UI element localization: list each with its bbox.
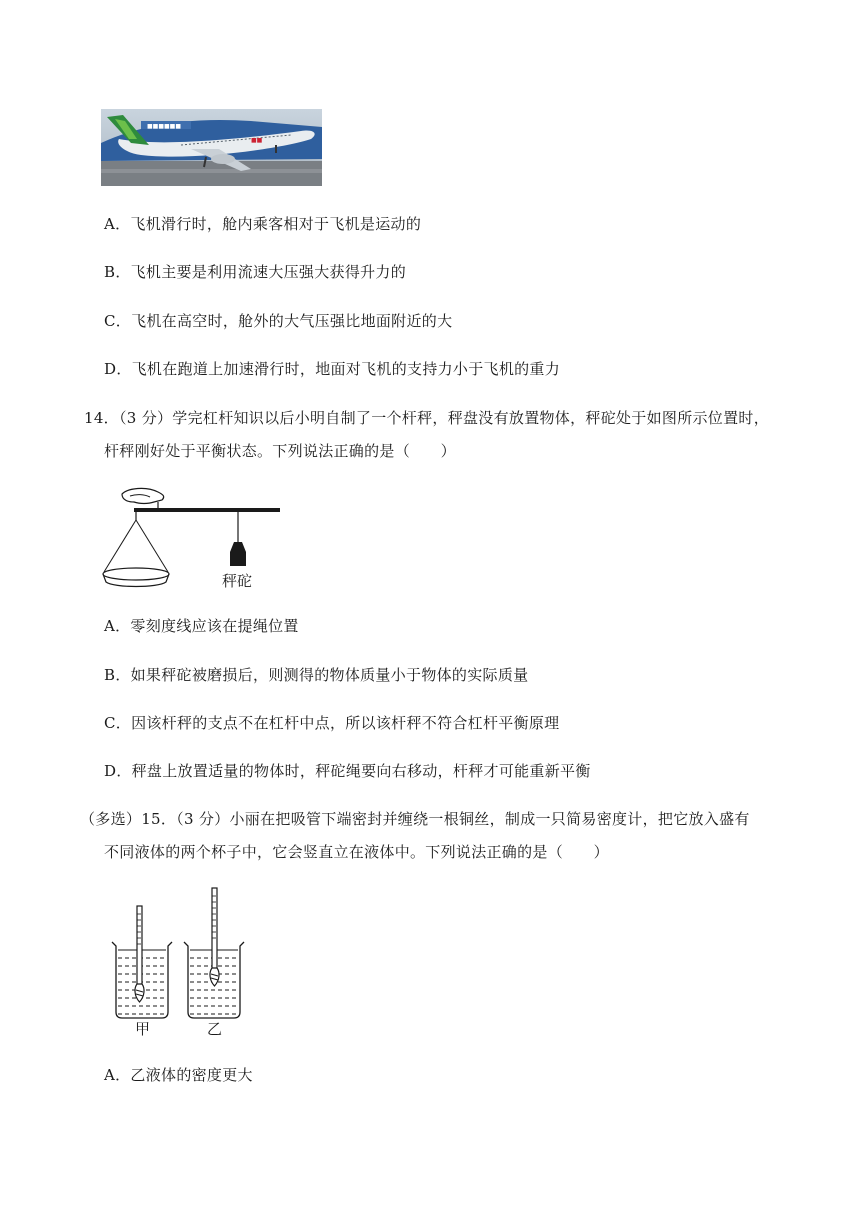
q13-option-a: A．飞机滑行时，舱内乘客相对于飞机是运动的 <box>104 215 422 233</box>
steelyard-graphic <box>100 484 285 594</box>
beaker-right-label: 乙 <box>207 1020 223 1038</box>
q14-stem-line1: 14．（3 分）学完杠杆知识以后小明自制了一个杆秤，秤盘没有放置物体，秤砣处于如图所示位置时， <box>84 409 770 427</box>
svg-text:■■■■■■: ■■■■■■ <box>147 123 182 130</box>
q15-stem-line2: 不同液体的两个杯子中，它会竖直立在液体中。下列说法正确的是（ ） <box>104 843 609 861</box>
airplane-photo <box>101 109 322 186</box>
hydrometer-graphic <box>104 884 264 1044</box>
q13-option-c: C．飞机在高空时，舱外的大气压强比地面附近的大 <box>104 312 453 330</box>
q14-option-a: A．零刻度线应该在提绳位置 <box>104 617 299 635</box>
q14-option-b: B．如果秤砣被磨损后，则测得的物体质量小于物体的实际质量 <box>104 666 529 684</box>
q13-option-b: B．飞机主要是利用流速大压强大获得升力的 <box>104 263 407 281</box>
hydrometer-figure <box>104 884 264 1044</box>
steelyard-figure <box>100 484 285 594</box>
q13-option-d: D．飞机在跑道上加速滑行时，地面对飞机的支持力小于飞机的重力 <box>104 360 561 378</box>
q14-stem-line2: 杆秤刚好处于平衡状态。下列说法正确的是（ ） <box>104 442 456 460</box>
q14-option-d: D．秤盘上放置适量的物体时，秤砣绳要向右移动，杆秤才可能重新平衡 <box>104 762 591 780</box>
weight-label: 秤砣 <box>222 572 253 590</box>
q14-option-c: C．因该杆秤的支点不在杠杆中点，所以该杆秤不符合杠杆平衡原理 <box>104 714 560 732</box>
svg-text:■■: ■■ <box>251 137 263 144</box>
beaker-left-label: 甲 <box>135 1020 151 1038</box>
beaker-left <box>112 906 172 1018</box>
q15-stem-line1: （多选）15．（3 分）小丽在把吸管下端密封并缠绕一根铜丝，制成一只简易密度计，把它放入盛有 <box>80 810 750 828</box>
airplane-photo-graphic <box>101 109 322 186</box>
beaker-right <box>184 888 244 1018</box>
q15-option-a: A．乙液体的密度更大 <box>104 1066 253 1084</box>
